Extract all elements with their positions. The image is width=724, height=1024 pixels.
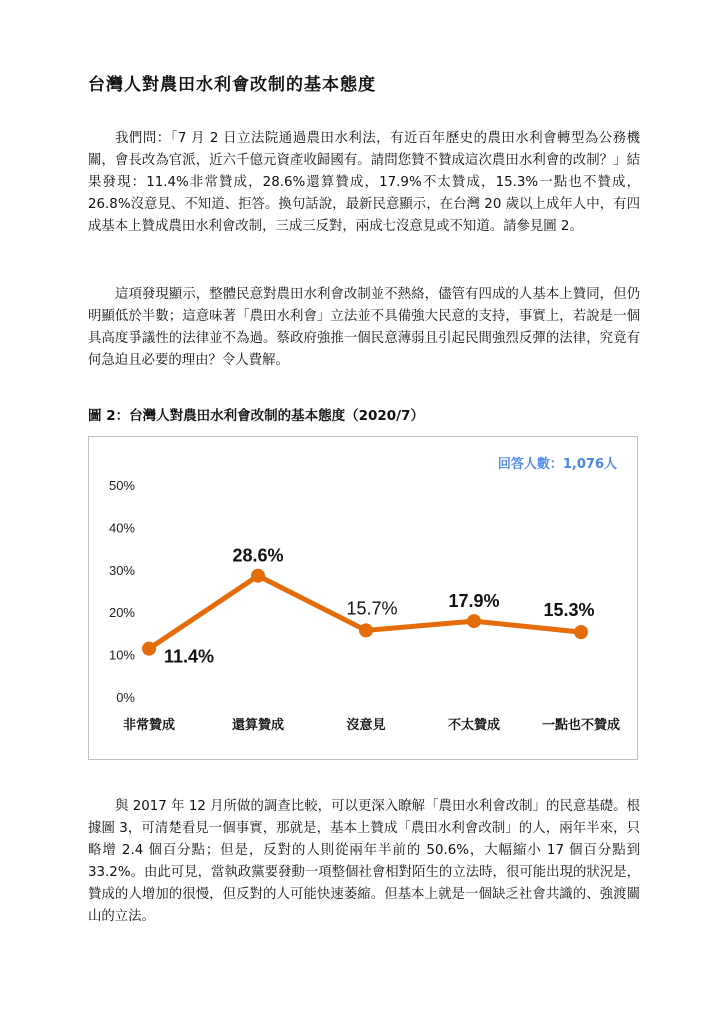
- page-title: 台灣人對農田水利會改制的基本態度: [88, 75, 376, 95]
- data-label: 15.7%: [346, 598, 398, 619]
- data-point: [142, 642, 156, 656]
- data-label: 11.4%: [163, 646, 215, 667]
- y-tick-label: 10%: [108, 647, 135, 663]
- y-tick-label: 50%: [108, 478, 135, 493]
- data-label: 15.3%: [543, 600, 595, 621]
- data-label: 17.9%: [448, 591, 500, 612]
- chart-container: [88, 436, 638, 760]
- x-category-label: 非常贊成: [122, 718, 176, 733]
- x-category-label: 沒意見: [346, 718, 386, 733]
- y-tick-label: 20%: [108, 605, 135, 621]
- data-point: [467, 614, 481, 628]
- data-point: [251, 569, 265, 583]
- paragraph-3: 與 2017 年 12 月所做的調查比較，可以更深入瞭解「農田水利會改制」的民意基礎。根據圖 3，可清楚看見一個事實，那就是，基本上贊成「農田水利會改制」的人，兩年半來，只略增 2.4 個百分點；但是，反對的人則從兩年半前的 50.6%，大幅縮小 17 個百分點到 33.2%。由此可見，當執政黨要發動一項整個社會相對陌生的立法時，很可能出現的狀況是，贊成的人增加的很慢，但反對的人可能快速萎縮。但基本上就是一個缺乏社會共識的、強渡關山的立法。: [88, 799, 640, 924]
- y-tick-label: 30%: [108, 562, 135, 578]
- line-chart: [89, 437, 637, 759]
- x-category-label: 不太贊成: [447, 718, 501, 733]
- data-point: [359, 623, 373, 637]
- respondents-count: 回答人數：1,076人: [497, 457, 617, 472]
- data-label: 28.6%: [232, 545, 284, 566]
- y-tick-label: 40%: [108, 520, 135, 536]
- y-tick-label: 0%: [116, 690, 135, 705]
- paragraph-2: 這項發現顯示，整體民意對農田水利會改制並不熱絡，儘管有四成的人基本上贊同，但仍明顯低於半數；這意味著「農田水利會」立法並不具備強大民意的支持，事實上，若說是一個具高度爭議性的法律並不為過。蔡政府強推一個民意薄弱且引起民間強烈反彈的法律，究竟有何急迫且必要的理由？令人費解。: [88, 287, 640, 368]
- data-point: [574, 625, 588, 639]
- paragraph-1: 我們問：「7 月 2 日立法院通過農田水利法，有近百年歷史的農田水利會轉型為公務機關，會長改為官派，近六千億元資產收歸國有。請問您贊不贊成這次農田水利會的改制？」結果發現：11.4%非常贊成，28.6%還算贊成，17.9%不太贊成，15.3%一點也不贊成，26.8%沒意見、不知道、拒答。換句話說，最新民意顯示，在台灣 20 歲以上成年人中，有四成基本上贊成農田水利會改制，三成三反對，兩成七沒意見或不知道。請參見圖 2。: [88, 131, 640, 234]
- figure-caption: 圖 2：台灣人對農田水利會改制的基本態度（2020/7）: [88, 408, 424, 424]
- x-category-label: 還算贊成: [231, 718, 285, 733]
- x-category-label: 一點也不贊成: [541, 718, 621, 733]
